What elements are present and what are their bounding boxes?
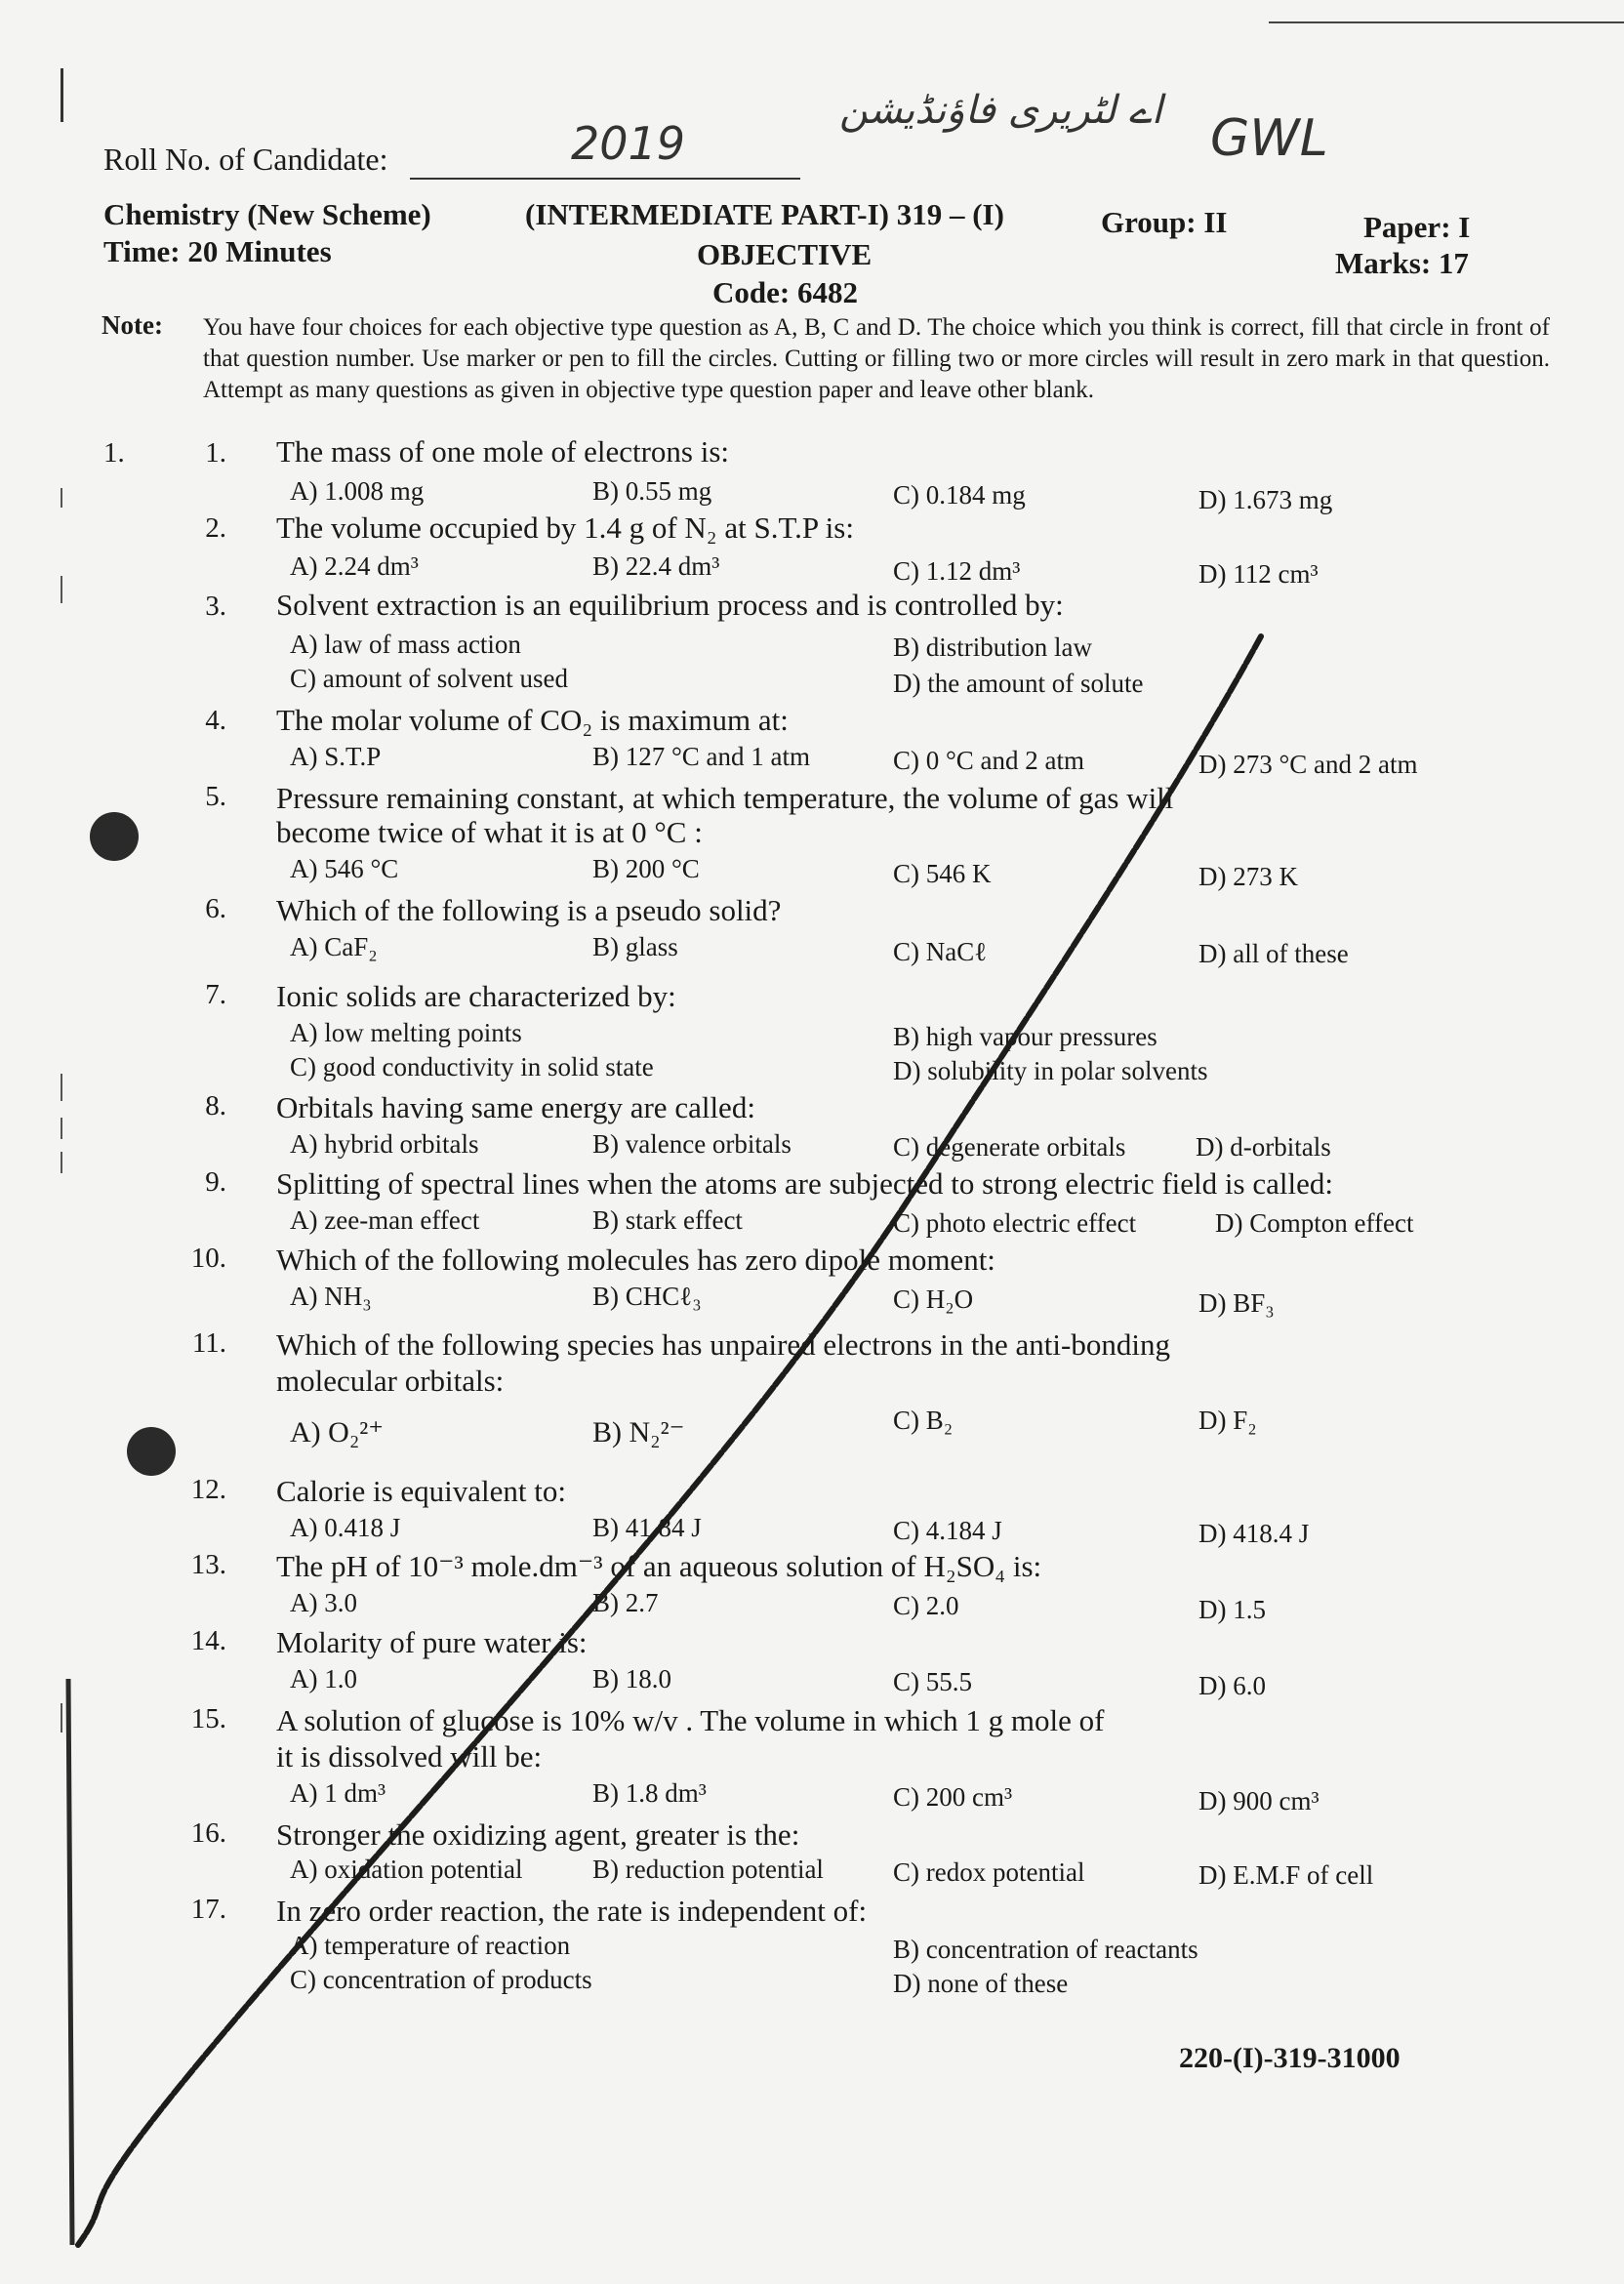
option-a: A) hybrid orbitals <box>290 1129 479 1159</box>
gwl-handwritten: GWL <box>1210 109 1328 168</box>
option-c: C) 546 K <box>893 859 992 888</box>
option-b: B) 18.0 <box>592 1664 671 1693</box>
option-c: C) 0.184 mg <box>893 480 1026 510</box>
option-d: D) the amount of solute <box>893 669 1144 698</box>
option-c: C) 200 cm³ <box>893 1782 1013 1812</box>
option-c: C) photo electric effect <box>893 1208 1137 1238</box>
option-d: D) 418.4 J <box>1198 1519 1310 1548</box>
question-text: Molarity of pure water is: <box>276 1625 588 1659</box>
question-text-line2: it is dissolved will be: <box>276 1739 543 1774</box>
paper-label: Paper: I <box>1363 210 1471 244</box>
option-c: C) amount of solvent used <box>290 664 568 693</box>
option-d: D) 273 °C and 2 atm <box>1198 750 1418 779</box>
question-number: 7. <box>205 979 226 1010</box>
option-c: C) B₂ <box>893 1406 954 1435</box>
option-a: A) low melting points <box>290 1018 522 1047</box>
option-b: B) 200 °C <box>592 854 700 883</box>
objective-title: OBJECTIVE <box>697 237 873 271</box>
question-text-line2: become twice of what it is at 0 °C : <box>276 815 703 849</box>
subject-title: Chemistry (New Scheme) <box>103 197 431 231</box>
question-number: 17. <box>190 1894 226 1925</box>
question-number: 12. <box>190 1474 226 1505</box>
option-b: B) N₂²⁻ <box>592 1416 685 1448</box>
option-d: D) Compton effect <box>1215 1208 1414 1238</box>
question-number: 2. <box>205 512 226 544</box>
option-c: C) concentration of products <box>290 1965 592 1994</box>
question-text: Which of the following is a pseudo solid? <box>276 893 782 927</box>
option-c: C) NaCℓ <box>893 937 988 966</box>
question-text-line2: molecular orbitals: <box>276 1364 505 1398</box>
option-d: D) 900 cm³ <box>1198 1786 1320 1815</box>
roll-handwritten: 2019 <box>571 117 686 170</box>
option-a: A) 1.0 <box>290 1664 357 1693</box>
option-a: A) 546 °C <box>290 854 399 883</box>
question-number: 13. <box>190 1549 226 1580</box>
question-text: The volume occupied by 1.4 g of N₂ at S.T.P is: <box>276 510 854 545</box>
question-number: 9. <box>205 1166 226 1198</box>
option-a: A) 1.008 mg <box>290 476 425 506</box>
option-c: C) 55.5 <box>893 1667 972 1696</box>
question-text: The mass of one mole of electrons is: <box>276 434 730 469</box>
option-a: A) S.T.P <box>290 742 382 771</box>
option-d: D) none of these <box>893 1969 1069 1998</box>
section-number: 1. <box>103 437 125 469</box>
question-number: 8. <box>205 1090 226 1122</box>
question-text: Splitting of spectral lines when the atoms are subjected to strong electric field is called: <box>276 1166 1333 1201</box>
marks-label: Marks: 17 <box>1335 246 1469 280</box>
option-b: B) 2.7 <box>592 1588 659 1617</box>
question-number: 1. <box>205 437 226 469</box>
option-b: B) concentration of reactants <box>893 1935 1198 1964</box>
option-c: C) redox potential <box>893 1857 1085 1887</box>
note-label: Note: <box>102 310 163 340</box>
option-c: C) H₂O <box>893 1285 974 1314</box>
question-number: 11. <box>191 1327 226 1359</box>
option-d: D) solubility in polar solvents <box>893 1056 1208 1085</box>
question-text: Stronger the oxidizing agent, greater is the: <box>276 1817 800 1852</box>
question-text: Orbitals having same energy are called: <box>276 1090 755 1124</box>
option-a: A) 0.418 J <box>290 1513 401 1542</box>
question-text: Ionic solids are characterized by: <box>276 979 676 1013</box>
option-a: A) NH₃ <box>290 1282 372 1311</box>
question-text: The pH of 10⁻³ mole.dm⁻³ of an aqueous solution of H₂SO₄ is: <box>276 1549 1042 1583</box>
option-d: D) 112 cm³ <box>1198 559 1319 589</box>
option-a: A) O₂²⁺ <box>290 1416 385 1448</box>
option-b: B) CHCℓ₃ <box>592 1282 702 1311</box>
option-c: C) 2.0 <box>893 1591 959 1620</box>
question-text: Which of the following molecules has zero dipole moment: <box>276 1243 995 1277</box>
question-text: Solvent extraction is an equilibrium process and is controlled by: <box>276 588 1064 622</box>
exam-part: (INTERMEDIATE PART-I) 319 – (I) <box>525 197 1004 231</box>
time-label: Time: 20 Minutes <box>103 234 332 268</box>
option-b: B) 0.55 mg <box>592 476 712 506</box>
option-d: D) F₂ <box>1198 1406 1257 1435</box>
option-b: B) 127 °C and 1 atm <box>592 742 811 771</box>
question-number: 14. <box>190 1625 226 1656</box>
option-d: D) 1.5 <box>1198 1595 1266 1624</box>
option-d: D) E.M.F of cell <box>1198 1860 1374 1890</box>
option-a: A) zee-man effect <box>290 1205 480 1235</box>
option-a: A) oxidation potential <box>290 1855 523 1884</box>
question-number: 5. <box>205 781 226 812</box>
option-a: A) 1 dm³ <box>290 1778 386 1808</box>
option-a: A) 3.0 <box>290 1588 357 1617</box>
option-d: D) 273 K <box>1198 862 1298 891</box>
option-b: B) glass <box>592 932 678 961</box>
option-d: D) 6.0 <box>1198 1671 1266 1700</box>
question-text: The molar volume of CO₂ is maximum at: <box>276 703 789 737</box>
question-number: 16. <box>190 1817 226 1849</box>
option-c: C) good conductivity in solid state <box>290 1052 654 1081</box>
option-b: B) high vapour pressures <box>893 1022 1157 1051</box>
urdu-handwritten: اے لٹریری فاؤنڈیشن <box>839 88 1162 133</box>
group-label: Group: II <box>1101 205 1228 239</box>
question-number: 3. <box>205 591 226 622</box>
option-c: C) degenerate orbitals <box>893 1132 1126 1162</box>
question-text: Calorie is equivalent to: <box>276 1474 567 1508</box>
question-number: 15. <box>190 1703 226 1734</box>
option-b: B) valence orbitals <box>592 1129 792 1159</box>
code-label: Code: 6482 <box>712 275 858 309</box>
roll-label: Roll No. of Candidate: <box>103 142 388 177</box>
option-a: A) CaF₂ <box>290 932 378 961</box>
option-a: A) 2.24 dm³ <box>290 551 419 581</box>
note-text: You have four choices for each objective type question as A, B, C and D. The choice which you think is correct, fill that circle in front of that question number. Use marker or pen to fill the circles. Cutting or filling two or more circles will result in zero mark in that question. Attempt as many questions as given in objective type question paper and leave other blank. <box>203 314 1550 403</box>
option-b: B) 1.8 dm³ <box>592 1778 707 1808</box>
question-number: 10. <box>190 1243 226 1274</box>
option-b: B) 22.4 dm³ <box>592 551 720 581</box>
question-text: Which of the following species has unpaired electrons in the anti-bonding <box>276 1327 1170 1362</box>
option-d: D) 1.673 mg <box>1198 485 1333 514</box>
question-text: In zero order reaction, the rate is independent of: <box>276 1894 868 1928</box>
option-c: C) 4.184 J <box>893 1516 1002 1545</box>
option-b: B) stark effect <box>592 1205 743 1235</box>
option-b: B) distribution law <box>893 632 1092 662</box>
question-text: Pressure remaining constant, at which temperature, the volume of gas will <box>276 781 1174 815</box>
option-d: D) BF₃ <box>1198 1288 1275 1318</box>
option-d: D) d-orbitals <box>1196 1132 1331 1162</box>
option-c: C) 1.12 dm³ <box>893 556 1021 586</box>
option-c: C) 0 °C and 2 atm <box>893 746 1085 775</box>
option-a: A) temperature of reaction <box>290 1931 571 1960</box>
question-number: 6. <box>205 893 226 924</box>
option-a: A) law of mass action <box>290 630 521 659</box>
option-b: B) reduction potential <box>592 1855 824 1884</box>
footer-code: 220-(I)-319-31000 <box>1179 2042 1401 2074</box>
option-d: D) all of these <box>1198 939 1349 968</box>
option-b: B) 41.84 J <box>592 1513 702 1542</box>
question-number: 4. <box>205 705 226 736</box>
question-text: A solution of glucose is 10% w/v . The volume in which 1 g mole of <box>276 1703 1105 1737</box>
